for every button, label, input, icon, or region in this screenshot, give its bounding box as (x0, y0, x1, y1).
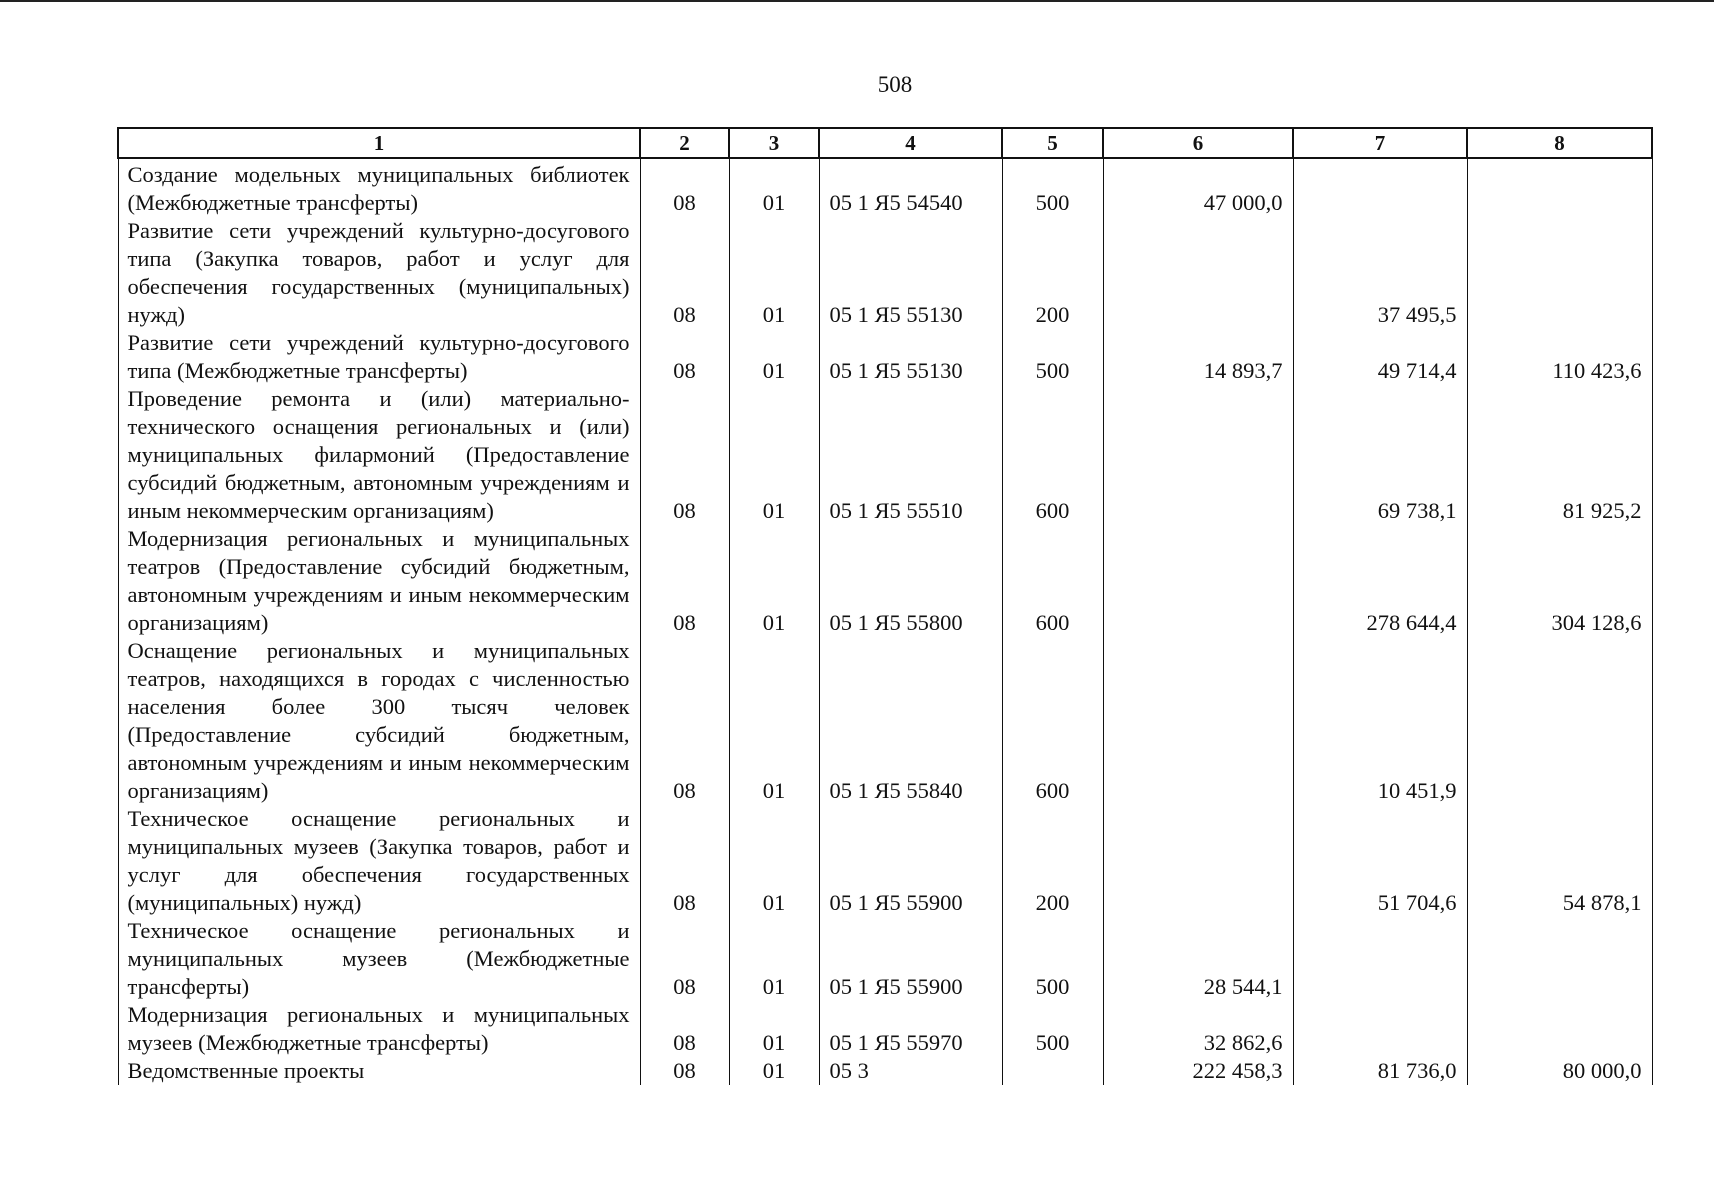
cell-section: 08 (640, 1001, 729, 1057)
cell-col6: 47 000,0 (1103, 158, 1293, 217)
cell-subsection: 01 (729, 158, 819, 217)
row-name: Техническое оснащение региональных и муниципальных музеев (Межбюджетные трансферты) (118, 917, 640, 1001)
cell-col6: 32 862,6 (1103, 1001, 1293, 1057)
table-row (118, 1057, 1652, 1085)
cell-col6 (1103, 525, 1293, 637)
cell-section: 08 (640, 637, 729, 805)
row-name: Ведомственные проекты (118, 1057, 640, 1085)
cell-col6 (1103, 637, 1293, 805)
column-header: 8 (1467, 128, 1652, 158)
cell-subsection: 01 (729, 525, 819, 637)
cell-expense-type: 500 (1002, 158, 1103, 217)
cell-subsection: 01 (729, 917, 819, 1001)
row-name: Техническое оснащение региональных и муниципальных музеев (Закупка товаров, работ и услуг для обеспечения государственных (муниципальных) нужд) (118, 805, 640, 917)
cell-col6 (1103, 217, 1293, 329)
table-row (118, 158, 1652, 217)
cell-col7: 37 495,5 (1293, 217, 1467, 329)
column-header: 4 (819, 128, 1002, 158)
cell-col7: 51 704,6 (1293, 805, 1467, 917)
column-header: 5 (1002, 128, 1103, 158)
cell-col8: 304 128,6 (1467, 525, 1652, 637)
cell-col8 (1467, 1001, 1652, 1057)
cell-col8: 81 925,2 (1467, 385, 1652, 525)
cell-section: 08 (640, 1057, 729, 1085)
cell-section: 08 (640, 217, 729, 329)
cell-target-code: 05 1 Я5 55130 (819, 329, 1002, 385)
column-header: 6 (1103, 128, 1293, 158)
table-row (118, 637, 1652, 805)
table-row (118, 217, 1652, 329)
cell-expense-type: 600 (1002, 525, 1103, 637)
table-row (118, 385, 1652, 525)
cell-target-code: 05 1 Я5 55840 (819, 637, 1002, 805)
cell-section: 08 (640, 805, 729, 917)
table-row (118, 805, 1652, 917)
cell-subsection: 01 (729, 385, 819, 525)
cell-col6 (1103, 805, 1293, 917)
column-header: 1 (118, 128, 640, 158)
cell-col7: 49 714,4 (1293, 329, 1467, 385)
row-name: Проведение ремонта и (или) материально-технического оснащения региональных и (или) муниципальных филармоний (Предоставление субсидий бюджетным, автономным учреждениям и иным некоммерческим организациям) (118, 385, 640, 525)
cell-target-code: 05 1 Я5 55900 (819, 805, 1002, 917)
header-row (118, 128, 1652, 158)
table-row (118, 917, 1652, 1001)
cell-col7: 278 644,4 (1293, 525, 1467, 637)
cell-expense-type: 200 (1002, 217, 1103, 329)
row-name: Модернизация региональных и муниципальных музеев (Межбюджетные трансферты) (118, 1001, 640, 1057)
cell-expense-type: 600 (1002, 637, 1103, 805)
row-name: Развитие сети учреждений культурно-досугового типа (Межбюджетные трансферты) (118, 329, 640, 385)
cell-expense-type: 600 (1002, 385, 1103, 525)
cell-subsection: 01 (729, 329, 819, 385)
cell-col6 (1103, 385, 1293, 525)
budget-table (117, 127, 1653, 1085)
cell-col6: 28 544,1 (1103, 917, 1293, 1001)
cell-subsection: 01 (729, 805, 819, 917)
cell-col8: 80 000,0 (1467, 1057, 1652, 1085)
cell-expense-type: 500 (1002, 329, 1103, 385)
page-top-edge (0, 0, 1714, 2)
cell-col8 (1467, 217, 1652, 329)
cell-col7: 69 738,1 (1293, 385, 1467, 525)
column-header: 2 (640, 128, 729, 158)
table-row (118, 1001, 1652, 1057)
cell-section: 08 (640, 158, 729, 217)
cell-col8 (1467, 158, 1652, 217)
row-name: Развитие сети учреждений культурно-досугового типа (Закупка товаров, работ и услуг для обеспечения государственных (муниципальных) нужд) (118, 217, 640, 329)
cell-target-code: 05 1 Я5 55130 (819, 217, 1002, 329)
cell-col6: 222 458,3 (1103, 1057, 1293, 1085)
cell-target-code: 05 1 Я5 55800 (819, 525, 1002, 637)
row-name: Оснащение региональных и муниципальных театров, находящихся в городах с численностью населения более 300 тысяч человек (Предоставление субсидий бюджетным, автономным учреждениям и иным некоммерческим организациям) (118, 637, 640, 805)
row-name: Модернизация региональных и муниципальных театров (Предоставление субсидий бюджетным, автономным учреждениям и иным некоммерческим организациям) (118, 525, 640, 637)
cell-section: 08 (640, 525, 729, 637)
cell-expense-type: 500 (1002, 1001, 1103, 1057)
cell-col8 (1467, 917, 1652, 1001)
page-number: 508 (877, 72, 913, 97)
cell-target-code: 05 3 (819, 1057, 1002, 1085)
cell-col7 (1293, 917, 1467, 1001)
table-row (118, 329, 1652, 385)
cell-target-code: 05 1 Я5 55970 (819, 1001, 1002, 1057)
cell-col8: 110 423,6 (1467, 329, 1652, 385)
column-header: 7 (1293, 128, 1467, 158)
cell-target-code: 05 1 Я5 55510 (819, 385, 1002, 525)
cell-expense-type: 500 (1002, 917, 1103, 1001)
cell-col8: 54 878,1 (1467, 805, 1652, 917)
column-header: 3 (729, 128, 819, 158)
cell-subsection: 01 (729, 1001, 819, 1057)
cell-subsection: 01 (729, 637, 819, 805)
cell-col8 (1467, 637, 1652, 805)
cell-section: 08 (640, 917, 729, 1001)
cell-expense-type (1002, 1057, 1103, 1085)
cell-col7: 81 736,0 (1293, 1057, 1467, 1085)
cell-expense-type: 200 (1002, 805, 1103, 917)
cell-target-code: 05 1 Я5 55900 (819, 917, 1002, 1001)
cell-col7 (1293, 1001, 1467, 1057)
cell-target-code: 05 1 Я5 54540 (819, 158, 1002, 217)
row-name: Создание модельных муниципальных библиотек (Межбюджетные трансферты) (118, 158, 640, 217)
cell-col6: 14 893,7 (1103, 329, 1293, 385)
cell-subsection: 01 (729, 1057, 819, 1085)
cell-section: 08 (640, 385, 729, 525)
table-row (118, 525, 1652, 637)
cell-col7: 10 451,9 (1293, 637, 1467, 805)
cell-col7 (1293, 158, 1467, 217)
cell-section: 08 (640, 329, 729, 385)
cell-subsection: 01 (729, 217, 819, 329)
